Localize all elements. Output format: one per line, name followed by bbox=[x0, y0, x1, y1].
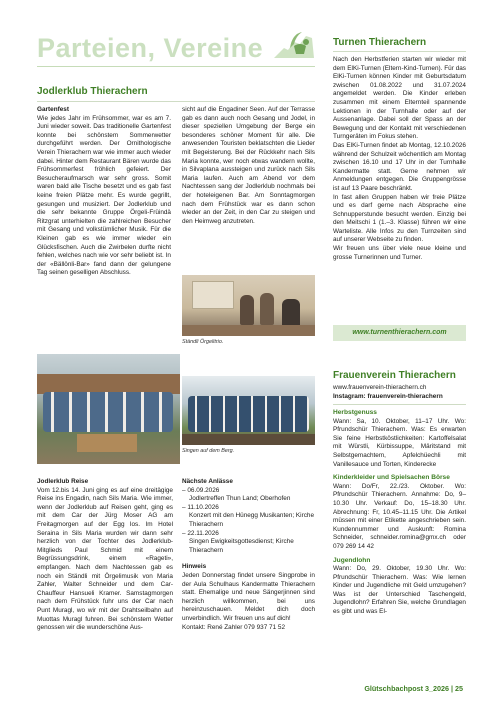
kontakt-text: Kontakt: René Zahler 079 937 71 52 bbox=[182, 623, 286, 631]
herbstgenuss-heading: Herbstgenuss bbox=[333, 409, 377, 416]
frauenverein-links bbox=[333, 384, 466, 401]
jodlerklub-divider bbox=[37, 101, 315, 102]
list-item: – 06.09.2026 Jodlertreffen Thun Land; Oberhofen bbox=[182, 486, 291, 503]
anlaesse-heading: Nächste Anlässe bbox=[182, 478, 233, 485]
turnen-url-box bbox=[333, 325, 466, 341]
orgelitrio-caption: Ständli Örgelitrio. bbox=[182, 339, 224, 345]
list-item: – 22.11.2026 Singen Ewigkeitsgottesdienst; Kirche Thierachern bbox=[182, 529, 294, 554]
singing-mountain-photo bbox=[182, 376, 315, 445]
reise-text: Vom 12.bis 14. Juni ging es auf eine dreitägige Reise ins Engadin, nach Sils Maria. Wie immer, wenn der Jodlerklub auf Reisen geht, ging es mit dem Car der Jürg Moser AG am Freitagmorgen auf der Egg los. Im Hotel Seraina in Sils Maria wurden wir dann sehr herzlich von der Tochter des Jodlerklub-Mitglieds Paul Schmid mit einem Begrüssungsdrink, einem «Rageti», empfangen. Nach dem Nachtessen gab es noch ein Ständli mit Örgelimusik von Maria Zahler, Walter Schneider und dem Car-Chauffeur Hansueli Kramer. Samstagmorgen nach dem Frühstück fuhr uns der Car nach Punt Muragl, wo wir mit der Drahtseilbahn auf Muottas Muragl fuhren. Bei schönstem Wetter genossen wir die wunderschöne Aus- bbox=[37, 486, 173, 632]
reise-continued-column bbox=[182, 106, 315, 226]
gartenfest-heading: Gartenfest bbox=[37, 106, 69, 113]
turnen-text-2: Das ElKi-Turnen findet ab Montag, 12.10.2026 während der Schulzeit wöchentlich am Montag zwischen 16.10 und 17 Uhr in der Turnhalle Kandermatte statt. Gerne nehmen wir Anmeldungen entgegen. Die Gruppengrösse ist auf 13 Paare beschränkt. bbox=[333, 141, 466, 192]
reise-heading: Jodlerklub Reise bbox=[37, 478, 89, 485]
turnen-text-4: Wir freuen uns über viele neue kleine und grosse Turnerinnen und Turner. bbox=[333, 245, 466, 261]
list-item: – 11.10.2026 Konzert mit den Hünegg Musikanten; Kirche Thierachern bbox=[182, 503, 315, 528]
jugendlohn-text: Wann: Do, 29. Oktober, 19.30 Uhr. Wo: Pfrundschür Thierachern. Was: Wie lernen Kinder und Jugendliche mit Geld umzugehen? Was ist der Unterschied Taschengeld, Jugendlohn? Erfahren Sie, welche Grundlagen es gibt und was El- bbox=[333, 565, 466, 616]
orgelitrio-photo bbox=[182, 275, 315, 336]
turnen-website-link[interactable]: www.turnenthierachern.com bbox=[352, 329, 447, 336]
hinweis-text: Jeden Donnerstag findet unsere Singprobe in der Aula Schulhaus Kandermatte Thierachern statt. Ehemalige und neue Sängerjinnen sind herzlich willkommen, bei uns hereinzuschauen. Meldet dich doch unverbindlich. Wir freuen uns auf dich! bbox=[182, 571, 315, 622]
herbstgenuss-text: Wann: Sa, 10. Oktober, 11–17 Uhr. Wo: Pfrundschür Thierachern. Was: Es erwarten Sie feine Herbstköstlichkeiten: Kartoffelsalat mit Würstli, Kürbissuppe, Märitstand mit Selbstgemachtem, Apfelchüechli mit Vanillesauce und Torten, Kinderecke bbox=[333, 417, 466, 468]
boerse-text: Wann: Do/Fr, 22./23. Oktober. Wo: Pfrundschür Thierachern. Annahme: Do, 9–10.30 Uhr. Verkauf: Do, 15–18.30 Uhr. Abrechnung: Fr, 10.45–11.15 Uhr. Die Artikel müssen mit einer Etikette angeschrieben sein. Kundennummer und Auskunft: Romina Schneider, schneider.romina@gmx.ch oder 079 269 14 42 bbox=[333, 482, 466, 550]
header-divider bbox=[37, 66, 315, 67]
reise-column bbox=[37, 478, 173, 633]
boerse-heading: Kinderkleider und Spielsachen Börse bbox=[333, 474, 450, 482]
page-footer: Glütschbachpost 3_2026 | 25 bbox=[364, 684, 463, 693]
jodlerklub-title: Jodlerklub Thierachern bbox=[37, 86, 148, 97]
turnen-column bbox=[333, 56, 466, 262]
singing-caption: Singen auf dem Berg. bbox=[182, 448, 235, 454]
turnen-title: Turnen Thierachern bbox=[333, 37, 427, 48]
frauenverein-divider bbox=[333, 404, 466, 405]
ibex-logo-icon bbox=[270, 28, 316, 62]
reise-group-photo bbox=[37, 354, 180, 464]
page-section-title: Parteien, Vereine bbox=[37, 33, 264, 63]
frauenverein-column bbox=[333, 409, 466, 617]
turnen-divider bbox=[333, 51, 466, 52]
frauenverein-website[interactable]: www.frauenverein-thierachern.ch bbox=[333, 384, 427, 391]
frauenverein-title: Frauenverein Thierachern bbox=[333, 370, 456, 381]
gartenfest-column bbox=[37, 106, 171, 278]
turnen-text-3: In fast allen Gruppen haben wir freie Plätze und es darf gerne nach Absprache eine Schnupperstunde besucht werden. Einzig bei den Meitschi 1 (1.–3. Klasse) führen wir eine Warteliste. Alle Infos zu den Turnzeiten sind auf unserer Webseite zu finden. bbox=[333, 193, 466, 244]
gartenfest-text: Wie jedes Jahr im Frühsommer, war es am 7. Juni wieder soweit. Das traditionelle Gartenfest konnte bei schönstem Sommerwetter durchgeführt werden. Der Ornithologische Verein Thierachern war wie immer auch wieder dabei. Hinter dem Restaurant Bären wurde das Frühsommerfest fröhlich gefeiert. Der Besucheraufmarsch war sehr gross. Somit waren bald alle Tische besetzt und es gab fast keine freien Plätze mehr. Es wurde gegrillt, gesungen und musiziert. Der Jodlerklub und die sehr bekannte Gruppe Örgeli-Früindä Ritzgrat unterhielten die zahlreichen Besucher mit Gesang und volkstümlicher Musik. Für die Kleinen gab es wie immer wieder ein Glücksfischen. Auch die Zwirbelen durfte nicht fehlen, welches nach wie vor sehr beliebt ist. In der «Bällönli-Bar» fand dann der gelungene Tag seinen geselligen Abschluss. bbox=[37, 114, 171, 277]
reise-continued-text: sicht auf die Engadiner Seen. Auf der Terrasse gab es dann auch noch Gesang und Jodel, in dieser speziellen Umgebung der Berge ein besonderes schöner Moment für alle. Die anwesenden Touristen beklatschten die Lieder mit Begeisterung. Bei der Rückkehr nach Sils Maria konnte, wer noch etwas wandern wollte, in Silvaplana aussteigen und zurück nach Sils Maria laufen. Auch am Abend vor dem Nachtessen sang der Jodlerklub nochmals bei der hoteleigenen Bar. Am Sonntagmorgen nach dem Frühstück war es dann schon wieder an der Zeit, in den Car zu steigen und den Heimweg anzutreten. bbox=[182, 106, 315, 225]
anlaesse-column bbox=[182, 478, 315, 632]
hinweis-heading: Hinweis bbox=[182, 563, 207, 571]
anlaesse-list bbox=[182, 487, 315, 556]
turnen-text-1: Nach den Herbstferien starten wir wieder mit dem ElKi-Turnen (Eltern-Kind-Turnen). Für das ElKi-Turnen können Kinder mit Geburtsdatum zwischen 01.08.2022 und 31.07.2024 angemeldet werden. Die Kinder erleben zusammen mit einem Elternteil spannende Lektionen in der Turnhalle oder auf der Aussenanlage. Dabei soll der Spass an der Bewegung und der Kontakt mit verschiedenen Turngeräten im Fokus stehen. bbox=[333, 56, 466, 141]
frauenverein-instagram: Instagram: frauenverein-thierachern bbox=[333, 392, 443, 400]
jugendlohn-heading: Jugendlohn bbox=[333, 556, 371, 564]
